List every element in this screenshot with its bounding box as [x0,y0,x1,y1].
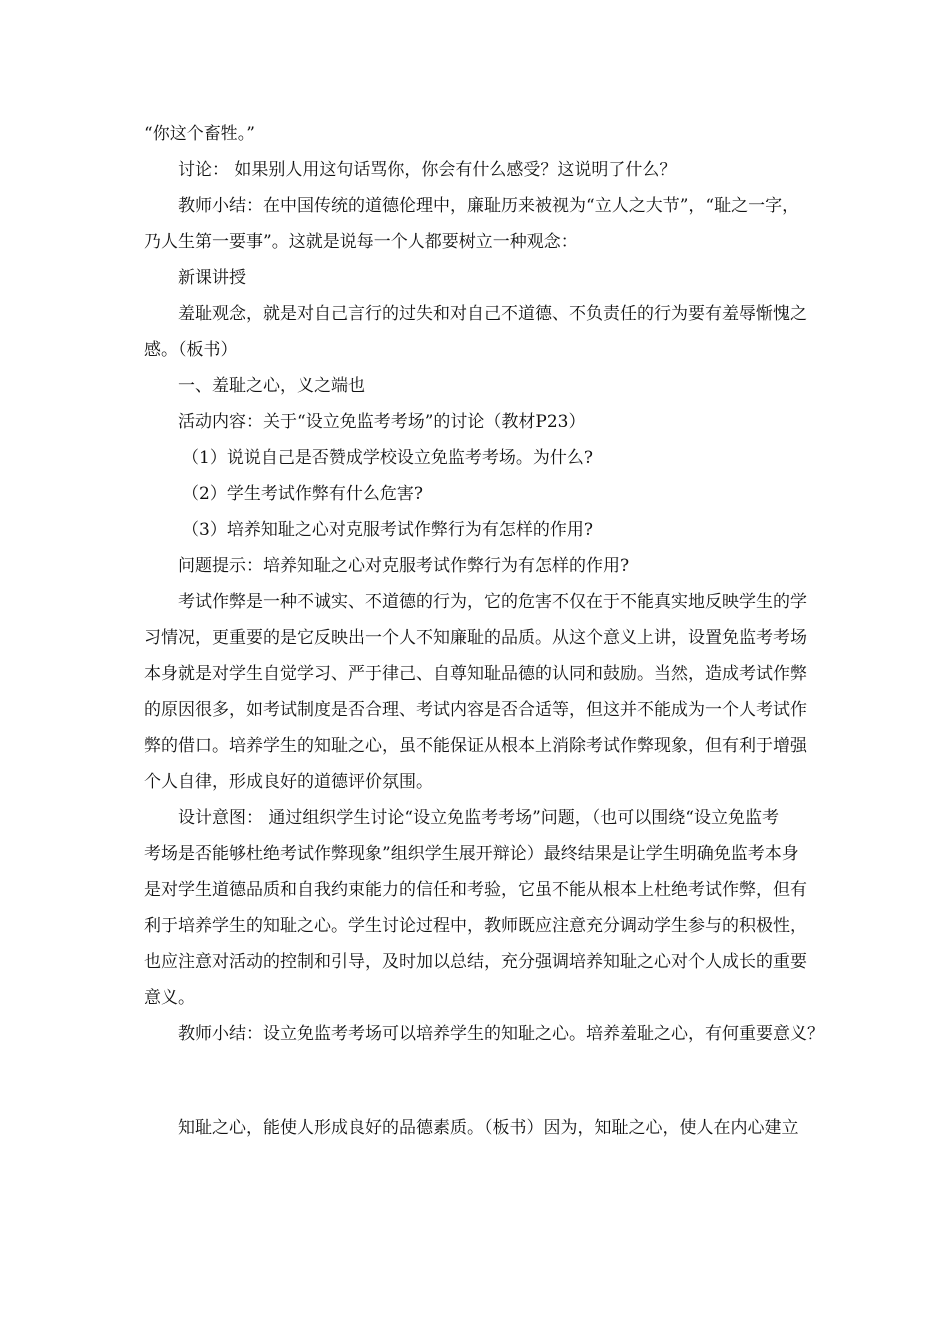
text-line: 讨论： 如果别人用这句话骂你，你会有什么感受？这说明了什么？ [178,160,677,180]
list-item: （2）学生考试作弊有什么危害? [182,484,423,504]
text-line: 考场是否能够杜绝考试作弊现象”组织学生展开辩论）最终结果是让学生明确免监考本身 [144,844,799,864]
text-line: 问题提示：培养知耻之心对克服考试作弊行为有怎样的作用? [178,556,630,576]
text-line: 是对学生道德品质和自我约束能力的信任和考验，它虽不能从根本上杜绝考试作弊，但有 [144,880,807,900]
text-line: 教师小结：在中国传统的道德伦理中，廉耻历来被视为“立人之大节”，“耻之一字， [178,196,800,216]
list-item: （1）说说自己是否赞成学校设立免监考考场。为什么? [182,448,593,468]
list-item: （3）培养知耻之心对克服考试作弊行为有怎样的作用? [182,520,593,540]
section-heading: 一、羞耻之心，义之端也 [178,376,365,396]
text-line: 设计意图： 通过组织学生讨论“设立免监考考场”问题，（也可以围绕“设立免监考 [178,808,779,828]
text-line: 习情况，更重要的是它反映出一个人不知廉耻的品质。从这个意义上讲，设置免监考考场 [144,628,807,648]
text-line: “你这个畜牲。” [144,124,255,144]
text-line: 本身就是对学生自觉学习、严于律己、自尊知耻品德的认同和鼓励。当然，造成考试作弊 [144,664,807,684]
text-line: 活动内容：关于“设立免监考考场”的讨论（教材P23） [178,412,586,432]
text-line: 的原因很多，如考试制度是否合理、考试内容是否合适等，但这并不能成为一个人考试作 [144,700,807,720]
text-line: 教师小结：设立免监考考场可以培养学生的知耻之心。培养羞耻之心，有何重要意义？ [178,1024,824,1044]
text-line: 羞耻观念，就是对自己言行的过失和对自己不道德、不负责任的行为要有羞辱惭愧之 [178,304,807,324]
text-line: 个人自律，形成良好的道德评价氛围。 [144,772,433,792]
section-heading: 新课讲授 [178,268,246,288]
document-page [144,116,824,1146]
text-line: 考试作弊是一种不诚实、不道德的行为，它的危害不仅在于不能真实地反映学生的学 [178,592,807,612]
text-line: 感。（板书） [144,340,238,360]
text-line: 乃人生第一要事”。这就是说每一个人都要树立一种观念： [144,232,578,252]
text-line: 弊的借口。培养学生的知耻之心，虽不能保证从根本上消除考试作弊现象，但有利于增强 [144,736,807,756]
text-line: 也应注意对活动的控制和引导，及时加以总结，充分强调培养知耻之心对个人成长的重要 [144,952,807,972]
text-line: 利于培养学生的知耻之心。学生讨论过程中，教师既应注意充分调动学生参与的积极性， [144,916,807,936]
text-line: 意义。 [144,988,195,1008]
text-line: 知耻之心，能使人形成良好的品德素质。（板书）因为，知耻之心，使人在内心建立 [178,1118,799,1138]
paragraph-gap [144,1052,814,1110]
